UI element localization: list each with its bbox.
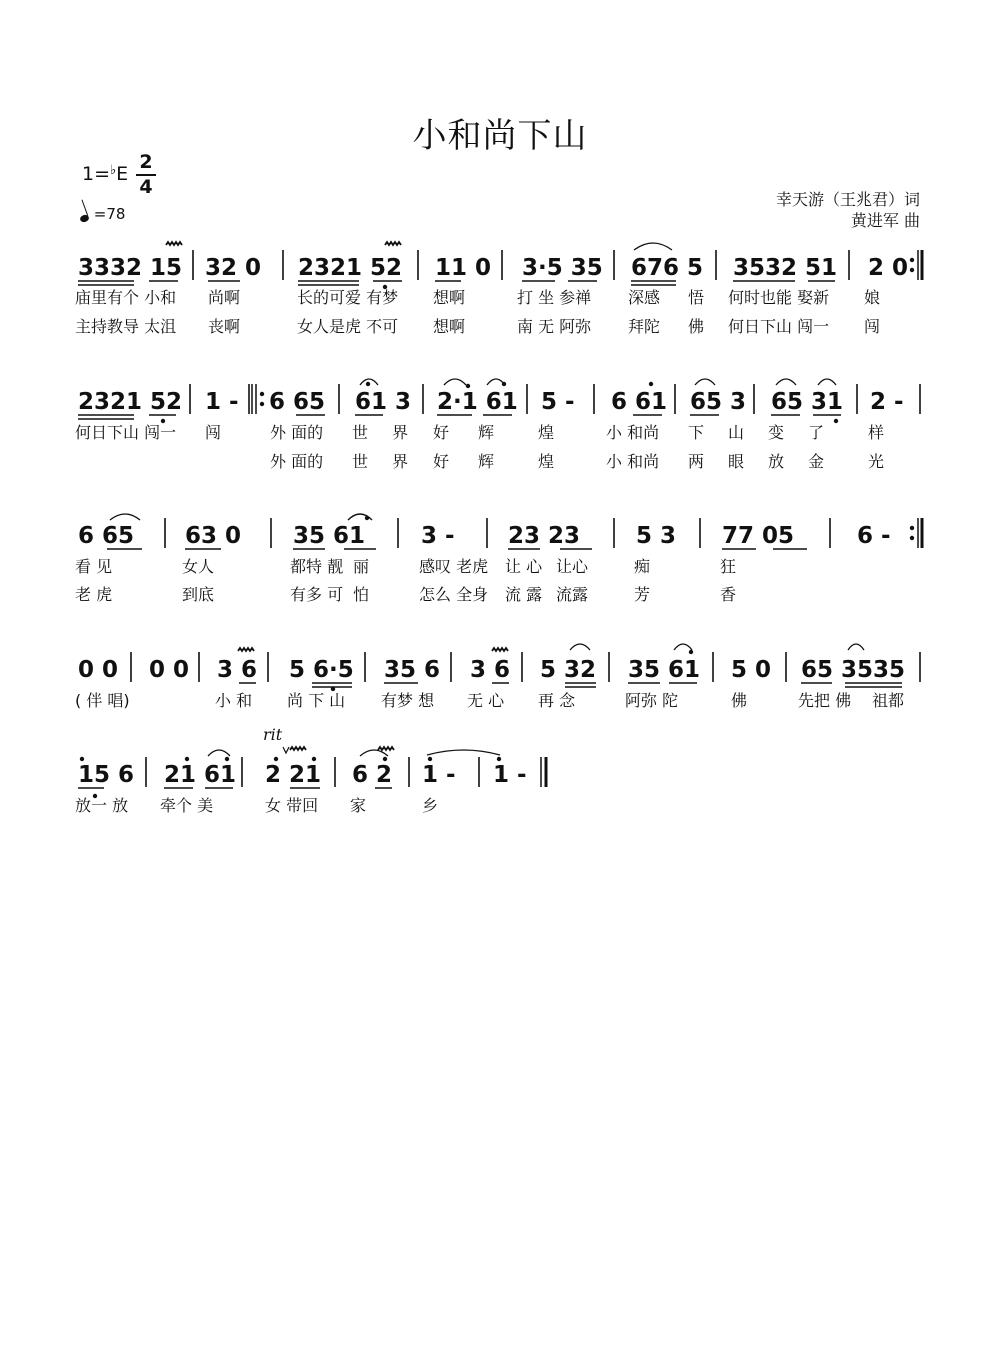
- note-group: 35 61: [628, 657, 701, 683]
- lyric-verse1: 无 心: [467, 691, 505, 710]
- slur: [444, 379, 466, 385]
- slur: [818, 379, 836, 385]
- repeat-dot: [910, 258, 914, 262]
- repeat-dot: [910, 268, 914, 272]
- lyric-verse2: 光: [868, 452, 885, 471]
- high-octave-dot: [80, 757, 84, 761]
- note-group: 63 0: [185, 523, 242, 549]
- note-group: 3332 15: [78, 255, 183, 281]
- lyric-verse1: 尚啊: [208, 288, 241, 307]
- note-group: 5 32: [540, 657, 597, 683]
- note-group: 5 3: [636, 523, 677, 549]
- lyric-verse2: 流 露: [505, 585, 543, 604]
- lyric-verse1: 让 心: [505, 557, 543, 576]
- rit-marking: rit: [263, 725, 283, 744]
- lyric-verse2: 有多 可: [290, 585, 344, 604]
- slur: [110, 514, 140, 520]
- lyric-verse1: 都特 靓: [290, 557, 344, 576]
- lyric-verse1: 打 坐 参禅: [517, 288, 592, 307]
- lyric-verse1: 小 和尚: [606, 423, 660, 442]
- high-octave-dot: [312, 757, 316, 761]
- lyric-verse1: 再 念: [538, 691, 576, 710]
- lyric-verse2: 怕: [353, 585, 370, 604]
- lyric-verse2: 丧啊: [208, 317, 241, 336]
- lyric-verse2: 放: [768, 452, 785, 471]
- mordent-icon: [378, 747, 394, 750]
- note-group: 2·1 61: [437, 389, 518, 415]
- note-group: 5 -: [541, 389, 575, 415]
- note-group: 0 0: [149, 657, 190, 683]
- lyric-verse1: 让心: [556, 557, 589, 576]
- composer-credit: 黄进军 曲: [850, 211, 920, 230]
- lyric-verse1: 闯: [205, 423, 222, 442]
- mordent-icon: [238, 648, 254, 651]
- mordent-icon: [385, 242, 401, 245]
- lyric-verse1: 深感: [628, 288, 661, 307]
- high-octave-dot: [497, 757, 501, 761]
- key-prefix: 1=: [82, 163, 111, 185]
- high-octave-dot: [689, 650, 693, 654]
- note-group: 3 -: [421, 523, 455, 549]
- lyric-verse2: 到底: [182, 585, 215, 604]
- note-group: 77 05: [722, 523, 795, 549]
- slur: [695, 379, 715, 385]
- slur: [776, 379, 796, 385]
- lyric-verse2: 南 无 阿弥: [517, 317, 592, 336]
- lyric-verse1: 界: [392, 423, 409, 442]
- high-octave-dot: [225, 757, 229, 761]
- note-group: 3·5 35: [522, 255, 603, 281]
- note-group: 2321 52: [78, 389, 183, 415]
- note-group: 3 6: [217, 657, 258, 683]
- lyric-verse1: 阿弥 陀: [625, 691, 679, 710]
- slur: [674, 644, 692, 650]
- note-group: 1 -: [493, 762, 527, 788]
- high-octave-dot: [466, 384, 470, 388]
- lyric-verse2: 世: [352, 452, 369, 471]
- lyric-verse1: 山: [728, 423, 745, 442]
- high-octave-dot: [428, 757, 432, 761]
- lyric-verse2: 怎么 全身: [419, 585, 489, 604]
- note-group: 6 65: [269, 389, 326, 415]
- note-group: 2 21: [265, 762, 322, 788]
- lyric-verse2: 老 虎: [75, 585, 113, 604]
- lyric-verse1: 痴: [634, 557, 651, 576]
- lyric-verse1: 了: [808, 423, 825, 442]
- note-group: 2 0: [868, 255, 909, 281]
- high-octave-dot: [834, 419, 838, 423]
- repeat-dot: [260, 402, 264, 406]
- repeat-dot: [910, 536, 914, 540]
- lyric-verse2: 外 面的: [270, 452, 324, 471]
- lyric-verse2: 界: [392, 452, 409, 471]
- mordent-icon: [290, 747, 306, 750]
- note-group: 3 6: [470, 657, 511, 683]
- lyric-verse1: 外 面的: [270, 423, 324, 442]
- lyric-verse1: 尚 下 山: [287, 691, 346, 710]
- note-group: 65 3535: [801, 657, 906, 683]
- lyric-verse1: 样: [868, 423, 885, 442]
- lyric-verse2: 何日下山 闯一: [728, 317, 830, 336]
- lyric-verse1: 好: [433, 423, 450, 442]
- lyric-verse1: 放一 放: [75, 796, 129, 815]
- high-octave-dot: [274, 757, 278, 761]
- note-group: 6 2: [352, 762, 393, 788]
- note-group: 35 6: [384, 657, 441, 683]
- note-group: 2321 52: [298, 255, 403, 281]
- lyric-verse1: 有梦 想: [381, 691, 435, 710]
- note-group: 65 31: [771, 389, 844, 415]
- lyric-verse2: 流露: [556, 585, 589, 604]
- lyric-verse1: 煌: [538, 423, 555, 442]
- lyric-verse1: 何时也能 娶新: [728, 288, 830, 307]
- key-letter: E: [116, 163, 129, 185]
- lyric-verse1: 祖都: [872, 691, 905, 710]
- note-group: 3532 51: [733, 255, 838, 281]
- note-group: 15 6: [78, 762, 135, 788]
- lyric-verse1: 何日下山 闯一: [75, 423, 177, 442]
- song-title: 小和尚下山: [412, 116, 588, 156]
- note-group: 6 61: [611, 389, 668, 415]
- slur: [360, 750, 388, 756]
- note-group: 676 5: [631, 255, 704, 281]
- note-group: 21 61: [164, 762, 237, 788]
- lyric-verse2: 香: [720, 585, 737, 604]
- lyric-verse1: 牵个 美: [160, 796, 214, 815]
- note-group: 5 0: [731, 657, 772, 683]
- lyric-verse2: 拜陀: [628, 317, 661, 336]
- lyric-verse1: 感叹 老虎: [419, 557, 489, 576]
- lyric-verse1: 丽: [353, 557, 370, 576]
- lyric-verse1: ( 伴 唱): [75, 691, 130, 710]
- lyric-verse2: 眼: [728, 452, 745, 471]
- lyric-verse1: 看 见: [75, 557, 113, 576]
- note-group: 6 65: [78, 523, 135, 549]
- note-group: 6 -: [857, 523, 891, 549]
- lyric-verse1: 娘: [864, 288, 881, 307]
- time-top: 2: [139, 151, 153, 173]
- note-group: 0 0: [78, 657, 119, 683]
- lyric-verse1: 乡: [422, 796, 439, 815]
- lyric-verse1: 下: [688, 423, 705, 442]
- breath-mark-icon: [283, 747, 289, 753]
- repeat-dot: [260, 392, 264, 396]
- lyric-verse2: 辉: [478, 452, 495, 471]
- lyric-verse2: 小 和尚: [606, 452, 660, 471]
- lyric-verse1: 世: [352, 423, 369, 442]
- lyric-verse1: 庙里有个 小和: [75, 288, 177, 307]
- note-group: 5 6·5: [289, 657, 354, 683]
- mordent-icon: [492, 648, 508, 651]
- mordent-icon: [166, 242, 182, 245]
- lyric-verse2: 想啊: [433, 317, 466, 336]
- lyric-verse2: 两: [688, 452, 705, 471]
- high-octave-dot: [366, 382, 370, 386]
- note-group: 23 23: [508, 523, 581, 549]
- lyric-verse1: 变: [768, 423, 785, 442]
- lyric-verse2: 芳: [634, 585, 651, 604]
- high-octave-dot: [185, 757, 189, 761]
- lyric-verse1: 辉: [478, 423, 495, 442]
- slur: [427, 750, 500, 755]
- repeat-dot: [910, 526, 914, 530]
- lyric-verse2: 闯: [864, 317, 881, 336]
- lyric-verse2: 主持教导 太沮: [75, 317, 177, 336]
- lyric-verse1: 佛: [731, 691, 748, 710]
- note-group: 32 0: [205, 255, 262, 281]
- slur: [570, 644, 590, 650]
- lyric-verse1: 长的可爱 有梦: [297, 288, 399, 307]
- lyric-verse1: 狂: [720, 557, 737, 576]
- lyric-verse2: 佛: [688, 317, 705, 336]
- slur: [848, 644, 864, 650]
- lyric-verse2: 煌: [538, 452, 555, 471]
- note-group: 35 61: [293, 523, 366, 549]
- note-group: 2 -: [870, 389, 904, 415]
- lyric-verse2: 金: [808, 452, 825, 471]
- high-octave-dot: [649, 382, 653, 386]
- note-group: 1 -: [422, 762, 456, 788]
- lyric-verse1: 先把 佛: [798, 691, 852, 710]
- lyricist-credit: 幸天游（王兆君）词: [775, 190, 920, 209]
- lyric-verse2: 好: [433, 452, 450, 471]
- lyric-verse1: 想啊: [433, 288, 466, 307]
- slur: [208, 750, 230, 756]
- lyric-verse1: 小 和: [215, 691, 253, 710]
- lyric-verse1: 女人: [182, 557, 215, 576]
- lyric-verse1: 家: [350, 796, 367, 815]
- slur: [634, 243, 672, 250]
- note-group: 11 0: [435, 255, 492, 281]
- time-bottom: 4: [139, 175, 153, 198]
- lyric-verse2: 女人是虎 不可: [297, 317, 399, 336]
- note-group: 65 3: [690, 389, 747, 415]
- lyric-verse1: 悟: [688, 288, 705, 307]
- high-octave-dot: [383, 757, 387, 761]
- flat-sign: ♭: [110, 163, 117, 178]
- note-group: 61 3: [355, 389, 412, 415]
- tempo-value: =78: [93, 205, 126, 223]
- note-group: 1 -: [205, 389, 239, 415]
- lyric-verse1: 女 带回: [265, 796, 319, 815]
